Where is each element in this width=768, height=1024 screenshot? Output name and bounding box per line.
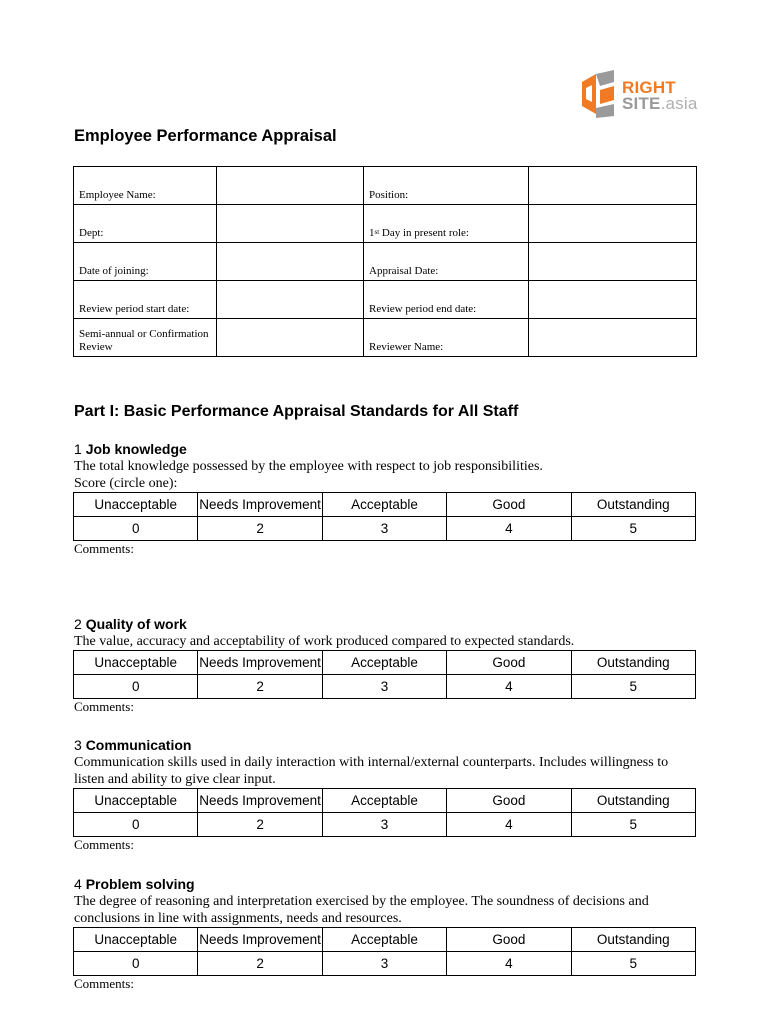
- score-label: Outstanding: [571, 789, 695, 813]
- score-label: Acceptable: [322, 493, 446, 517]
- score-option[interactable]: 0: [74, 813, 198, 837]
- info-row: [74, 281, 697, 319]
- score-option[interactable]: 3: [322, 675, 446, 699]
- info-row: [74, 167, 697, 205]
- section-heading: 3 Communication: [74, 737, 192, 753]
- score-option[interactable]: 5: [571, 517, 695, 541]
- info-label: Date of joining:: [74, 243, 217, 281]
- info-value-field[interactable]: [529, 319, 697, 357]
- score-table: [73, 492, 696, 541]
- score-label: Good: [447, 493, 571, 517]
- employee-info-table: [73, 166, 697, 357]
- section-problem-solving: [74, 875, 698, 992]
- section-communication: [74, 736, 698, 853]
- score-label: Needs Improvement: [198, 789, 322, 813]
- comments-label: Comments:: [74, 541, 134, 556]
- info-value-field[interactable]: [217, 243, 364, 281]
- rightsite-logo: [578, 68, 718, 124]
- info-value-field[interactable]: [529, 281, 697, 319]
- logo-text-right: RIGHT: [622, 78, 676, 97]
- info-value-field[interactable]: [529, 243, 697, 281]
- score-label-row: [74, 651, 696, 675]
- score-label: Unacceptable: [74, 928, 198, 952]
- score-value-row: [74, 813, 696, 837]
- score-label: Outstanding: [571, 928, 695, 952]
- score-value-row: [74, 675, 696, 699]
- info-label: Dept:: [74, 205, 217, 243]
- info-value-field[interactable]: [217, 205, 364, 243]
- score-label: Unacceptable: [74, 493, 198, 517]
- score-option[interactable]: 0: [74, 675, 198, 699]
- section-heading: 2 Quality of work: [74, 616, 187, 632]
- score-label: Acceptable: [322, 651, 446, 675]
- score-instruction: Score (circle one):: [74, 476, 178, 491]
- score-option[interactable]: 2: [198, 952, 322, 976]
- score-option[interactable]: 4: [447, 813, 571, 837]
- score-label: Needs Improvement: [198, 928, 322, 952]
- score-option[interactable]: 5: [571, 952, 695, 976]
- logo-text-site: SITE.asia: [622, 94, 698, 113]
- score-option[interactable]: 4: [447, 517, 571, 541]
- score-option[interactable]: 3: [322, 813, 446, 837]
- info-value-field[interactable]: [217, 167, 364, 205]
- score-label-row: [74, 493, 696, 517]
- info-label: Employee Name:: [74, 167, 217, 205]
- info-label: Appraisal Date:: [364, 243, 529, 281]
- score-label-row: [74, 928, 696, 952]
- info-row: [74, 205, 697, 243]
- info-value-field[interactable]: [529, 167, 697, 205]
- score-option[interactable]: 4: [447, 952, 571, 976]
- score-label: Good: [447, 928, 571, 952]
- score-table: [73, 650, 696, 699]
- info-label: Position:: [364, 167, 529, 205]
- score-label-row: [74, 789, 696, 813]
- part1-title: Part I: Basic Performance Appraisal Standards for All Staff: [74, 403, 519, 420]
- score-label: Unacceptable: [74, 651, 198, 675]
- score-option[interactable]: 5: [571, 675, 695, 699]
- score-option[interactable]: 0: [74, 517, 198, 541]
- score-table: [73, 927, 696, 976]
- info-label: Review period end date:: [364, 281, 529, 319]
- score-option[interactable]: 3: [322, 517, 446, 541]
- score-label: Outstanding: [571, 493, 695, 517]
- score-option[interactable]: 2: [198, 813, 322, 837]
- section-heading: 4 Problem solving: [74, 876, 195, 892]
- info-label: Reviewer Name:: [364, 319, 529, 357]
- rightsite-logo-mark-icon: [578, 68, 618, 120]
- score-value-row: [74, 952, 696, 976]
- score-label: Needs Improvement: [198, 651, 322, 675]
- score-option[interactable]: 5: [571, 813, 695, 837]
- info-value-field[interactable]: [529, 205, 697, 243]
- score-option[interactable]: 3: [322, 952, 446, 976]
- info-row: [74, 319, 697, 357]
- score-label: Outstanding: [571, 651, 695, 675]
- section-description: The total knowledge possessed by the employee with respect to job responsibilities.: [74, 459, 543, 474]
- section-quality-of-work: [74, 615, 698, 715]
- section-heading: 1 Job knowledge: [74, 441, 187, 457]
- section-job-knowledge: [74, 440, 698, 557]
- section-description: The value, accuracy and acceptability of work produced compared to expected standards.: [74, 634, 575, 649]
- comments-label: Comments:: [74, 976, 134, 991]
- page-title: Employee Performance Appraisal: [74, 127, 337, 145]
- info-row: [74, 243, 697, 281]
- score-option[interactable]: 0: [74, 952, 198, 976]
- info-value-field[interactable]: [217, 281, 364, 319]
- info-label: Review period start date:: [74, 281, 217, 319]
- score-label: Acceptable: [322, 789, 446, 813]
- info-label: 1st Day in present role:: [364, 205, 529, 243]
- score-option[interactable]: 2: [198, 675, 322, 699]
- section-description: Communication skills used in daily interaction with internal/external counterparts. Includes willingness to listen and ability to give clear input.: [74, 755, 669, 787]
- comments-label: Comments:: [74, 699, 134, 714]
- info-label: Semi-annual or Confirmation Review: [74, 319, 217, 357]
- score-label: Good: [447, 789, 571, 813]
- score-option[interactable]: 2: [198, 517, 322, 541]
- score-value-row: [74, 517, 696, 541]
- score-option[interactable]: 4: [447, 675, 571, 699]
- score-label: Good: [447, 651, 571, 675]
- score-table: [73, 788, 696, 837]
- comments-label: Comments:: [74, 837, 134, 852]
- info-value-field[interactable]: [217, 319, 364, 357]
- score-label: Unacceptable: [74, 789, 198, 813]
- score-label: Needs Improvement: [198, 493, 322, 517]
- section-description: The degree of reasoning and interpretation exercised by the employee. The soundness of decisions and conclusions in line with assignments, needs and resources.: [74, 894, 649, 926]
- score-label: Acceptable: [322, 928, 446, 952]
